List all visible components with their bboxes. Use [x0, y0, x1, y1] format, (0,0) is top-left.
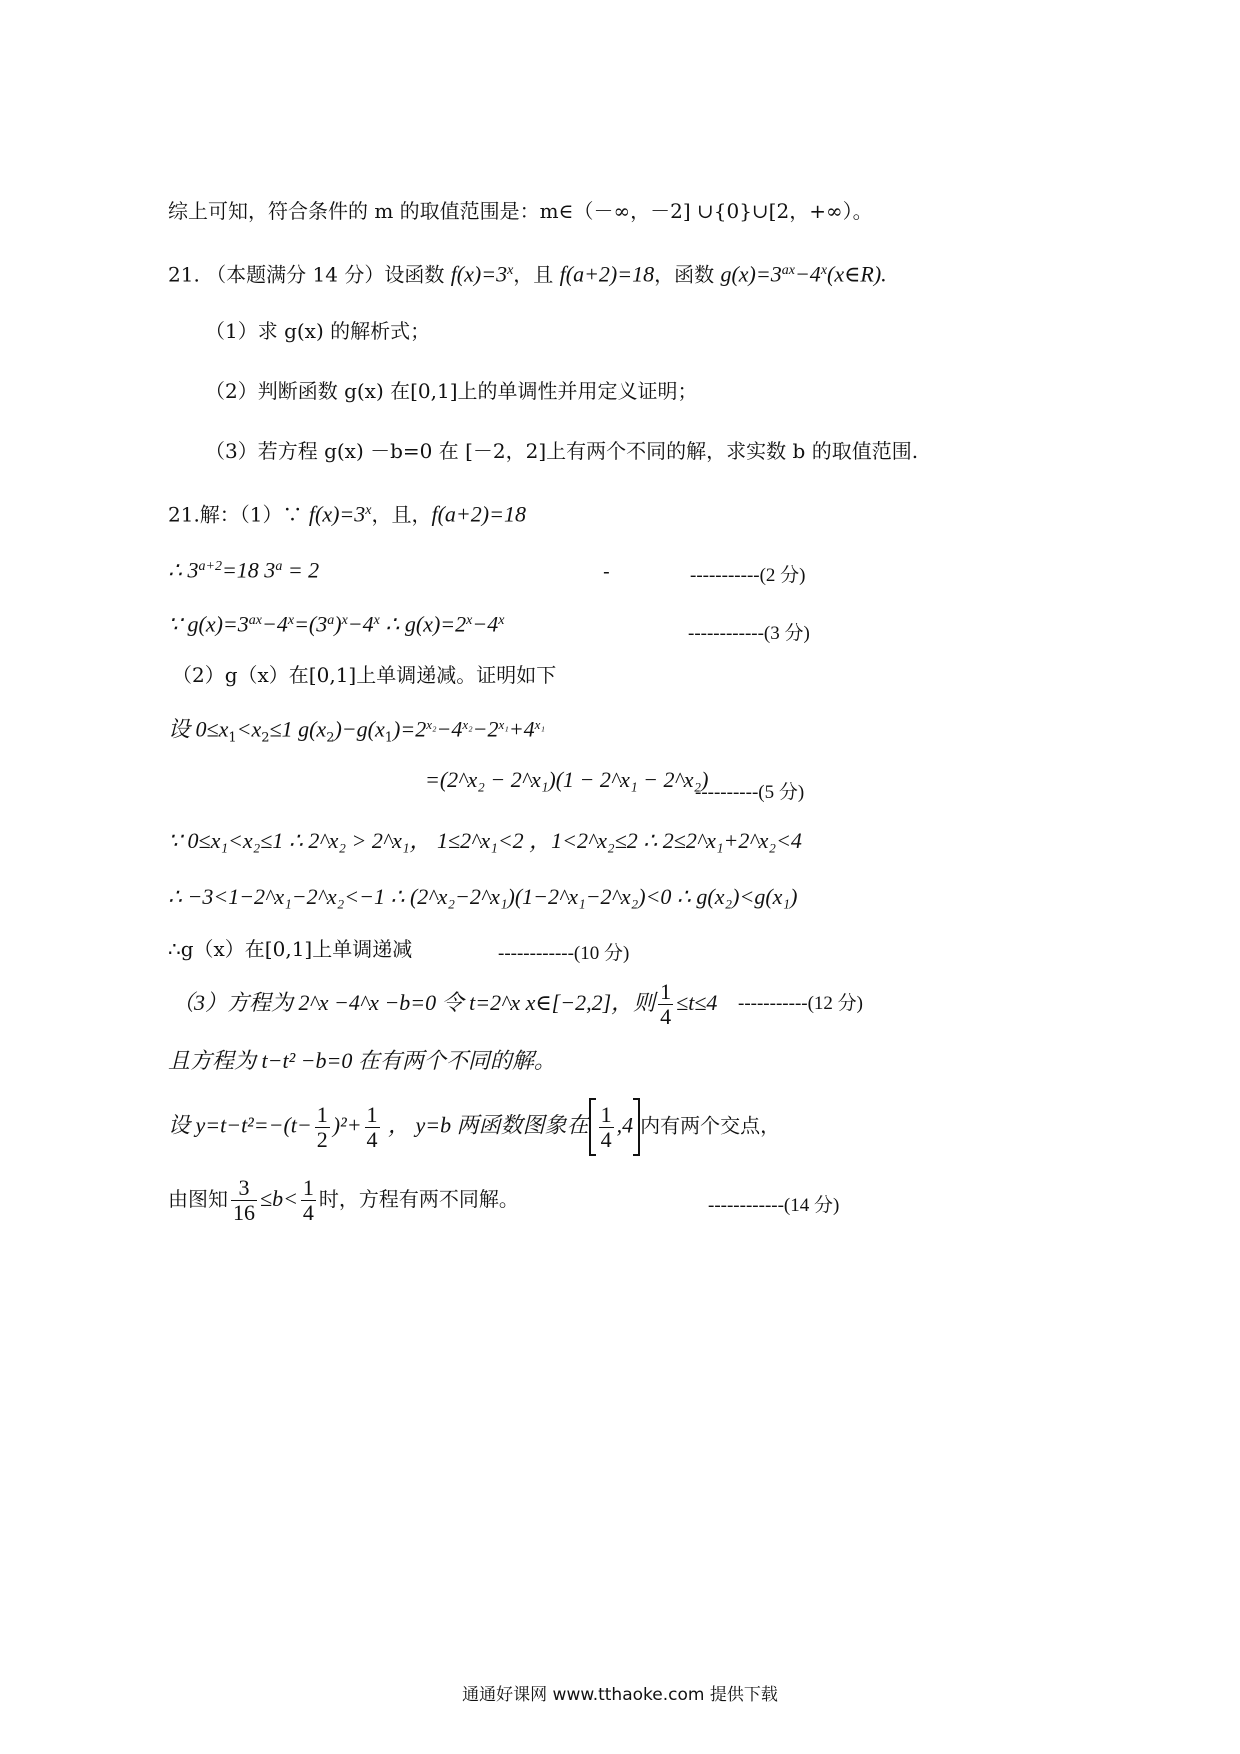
subquestion-1-text: （1）求 g(x) 的解析式； — [205, 319, 431, 343]
solution-text: ，且， — [371, 502, 432, 527]
formula: =18 3 — [221, 557, 276, 583]
formula: f(x)=3 — [308, 501, 366, 527]
fraction-numerator: 3 — [231, 1176, 257, 1201]
part2-setup: 设 $0\le x_1<x_2\le 1$ $g(x_2)-g(x_1)=2^{x_2}-4^{x_2}-2^{x_1}+4^{x_1}$ — [168, 716, 545, 746]
score-12 — [738, 988, 863, 1015]
formula: ∴ g(x)=2 — [379, 611, 467, 637]
formula: =(2^x₂ − 2^x₁)(1 − 2^x₁ − 2^x₂) — [425, 767, 709, 792]
formula: ≤t≤4 — [676, 990, 718, 1015]
subquestion-1 — [205, 316, 430, 346]
formula-g-part: −4 — [794, 261, 821, 287]
part2-title — [172, 660, 556, 690]
part2-conclusion — [168, 934, 412, 964]
fraction — [301, 1176, 316, 1225]
score-2 — [690, 560, 806, 587]
score-text: -----------(12 分) — [738, 993, 864, 1014]
fraction — [599, 1103, 614, 1152]
dash-mark — [603, 556, 610, 586]
formula: ,4 — [616, 1112, 634, 1138]
score-text: ------------(14 分) — [708, 1195, 840, 1216]
score-10 — [498, 938, 629, 965]
fraction-denominator: 16 — [233, 1200, 255, 1225]
formula-g: g(x)=3 — [720, 261, 782, 287]
formula: +4 — [508, 716, 535, 742]
fraction-denominator: 4 — [660, 1004, 672, 1029]
fraction — [231, 1176, 257, 1225]
fraction-denominator: 4 — [302, 1200, 314, 1225]
formula: −4 — [261, 611, 288, 637]
formula: −4 — [347, 611, 374, 637]
part3-line-3 — [168, 1098, 780, 1156]
fraction — [365, 1103, 380, 1152]
formula: )²+ — [332, 1112, 362, 1138]
formula: )=2 — [393, 716, 427, 742]
stem-text: ，函数 — [654, 262, 721, 287]
score-text: -----------(2 分) — [690, 565, 806, 586]
dash-text: - — [603, 559, 610, 583]
summary-text: 综上可知，符合条件的 m 的取值范围是：m∈（－∞，－2] ∪{0}∪[2，+∞）。 — [168, 199, 873, 223]
fraction-numerator: 1 — [660, 979, 672, 1004]
subquestion-2 — [205, 376, 698, 406]
formula: ≤b< — [260, 1186, 298, 1211]
formula: ∴ 3 — [168, 557, 199, 583]
formula: （3）方程为 2^x −4^x −b=0 令 t=2^x x∈[−2,2]，则 — [172, 990, 656, 1015]
part3-line-1 — [172, 980, 717, 1029]
part2-title-text: （2）g（x）在[0,1]上单调递减。证明如下 — [172, 663, 557, 687]
formula: 且方程为 t−t² −b=0 在有两个不同的解。 — [168, 1048, 556, 1073]
fraction-numerator: 1 — [302, 1175, 314, 1200]
solution-text: 时，方程有两不同解。 — [318, 1187, 519, 1211]
formula: = 2 — [282, 557, 320, 583]
subquestion-2-text: （2）判断函数 g(x) 在[0,1]上的单调性并用定义证明； — [205, 379, 698, 403]
formula: ) — [334, 611, 342, 637]
fraction-numerator: 1 — [600, 1101, 612, 1127]
formula-f: f(x)=3 — [450, 261, 508, 287]
part2-conclusion-text: ∴g（x）在[0,1]上单调递减 — [168, 937, 413, 961]
solution-line-3: ∵ $g(x)=3^{ax}-4^x=(3^a)^x-4^x$ ∴ $g(x)=2^x-4^x$ — [168, 611, 505, 637]
formula: 内有两个交点， — [640, 1113, 781, 1138]
score-text: ----------(5 分) — [695, 782, 805, 803]
score-text: ------------(10 分) — [498, 943, 630, 964]
stem-text: ，且 — [513, 262, 560, 287]
footer-text: 通通好课网 www.tthaoke.com 提供下载 — [462, 1685, 778, 1705]
formula-f-condition: f(a+2)=18 — [559, 261, 655, 287]
fraction-numerator: 1 — [316, 1101, 328, 1127]
part3-line-2 — [168, 1046, 556, 1076]
score-3 — [688, 618, 810, 645]
page-footer — [0, 1680, 1240, 1705]
part2-factored — [425, 765, 708, 795]
fraction-denominator: 4 — [366, 1126, 378, 1152]
formula: ≤1 g(x — [269, 716, 327, 742]
solution-text: 21.解：（1）∵ — [168, 502, 309, 527]
part3-line-4 — [168, 1176, 519, 1225]
formula: −2 — [472, 716, 499, 742]
formula: 设 y=t−t²=−(t− — [168, 1112, 312, 1138]
formula: ∵ g(x)=3 — [168, 611, 249, 637]
score-text: ------------(3 分) — [688, 623, 810, 644]
stem-text: 21. （本题满分 14 分）设函数 — [168, 262, 451, 287]
part2-therefore — [168, 882, 797, 912]
summary-line — [168, 196, 873, 226]
formula: −4 — [436, 716, 463, 742]
score-14 — [708, 1190, 839, 1217]
formula: −4 — [472, 611, 499, 637]
fraction-denominator: 2 — [316, 1126, 328, 1152]
solution-line-2: ∴ $3^{a+2}=18$ $3^a = 2$ — [168, 557, 320, 583]
fraction — [315, 1103, 330, 1152]
subquestion-3-text: （3）若方程 g(x) －b=0 在 [－2，2]上有两个不同的解，求实数 b 的取值范围. — [205, 439, 919, 463]
subquestion-3 — [205, 436, 918, 466]
formula: ， y=b 两函数图象在 — [382, 1112, 589, 1138]
formula: )−g(x — [334, 716, 385, 742]
formula: f(a+2)=18 — [431, 501, 526, 527]
fraction-denominator: 4 — [600, 1126, 612, 1152]
formula-g-domain: (x∈R). — [827, 261, 887, 287]
formula: ∵ 0≤x₁<x₂≤1 ∴ 2^x₂ > 2^x₁， 1≤2^x₁<2 ，1<2^x₂≤2 ∴ 2≤2^x₁+2^x₂<4 — [168, 828, 802, 853]
formula: <x — [236, 716, 262, 742]
formula: =(3 — [294, 611, 328, 637]
solution-line-1: 21.解：（1）∵ $f(x)=3^x$，且，f(a+2)=18 — [168, 501, 526, 527]
part2-since — [168, 826, 802, 856]
formula: ∴ −3<1−2^x₁−2^x₂<−1 ∴ (2^x₂−2^x₁)(1−2^x₁−2^x₂)<0 ∴ g(x₂)<g(x₁) — [168, 884, 798, 909]
fraction-numerator: 1 — [366, 1101, 378, 1127]
solution-text: 由图知 — [168, 1187, 228, 1211]
question-21-stem: 21. （本题满分 14 分）设函数 $f(x)=3^x$，且 f(a+2)=18，函数 $g(x)=3^{ax}-4^x(x\in R)$. — [168, 261, 887, 287]
formula: 设 0≤x — [168, 716, 229, 742]
fraction — [658, 980, 673, 1029]
score-5 — [695, 777, 804, 804]
left-bracket — [589, 1098, 596, 1156]
